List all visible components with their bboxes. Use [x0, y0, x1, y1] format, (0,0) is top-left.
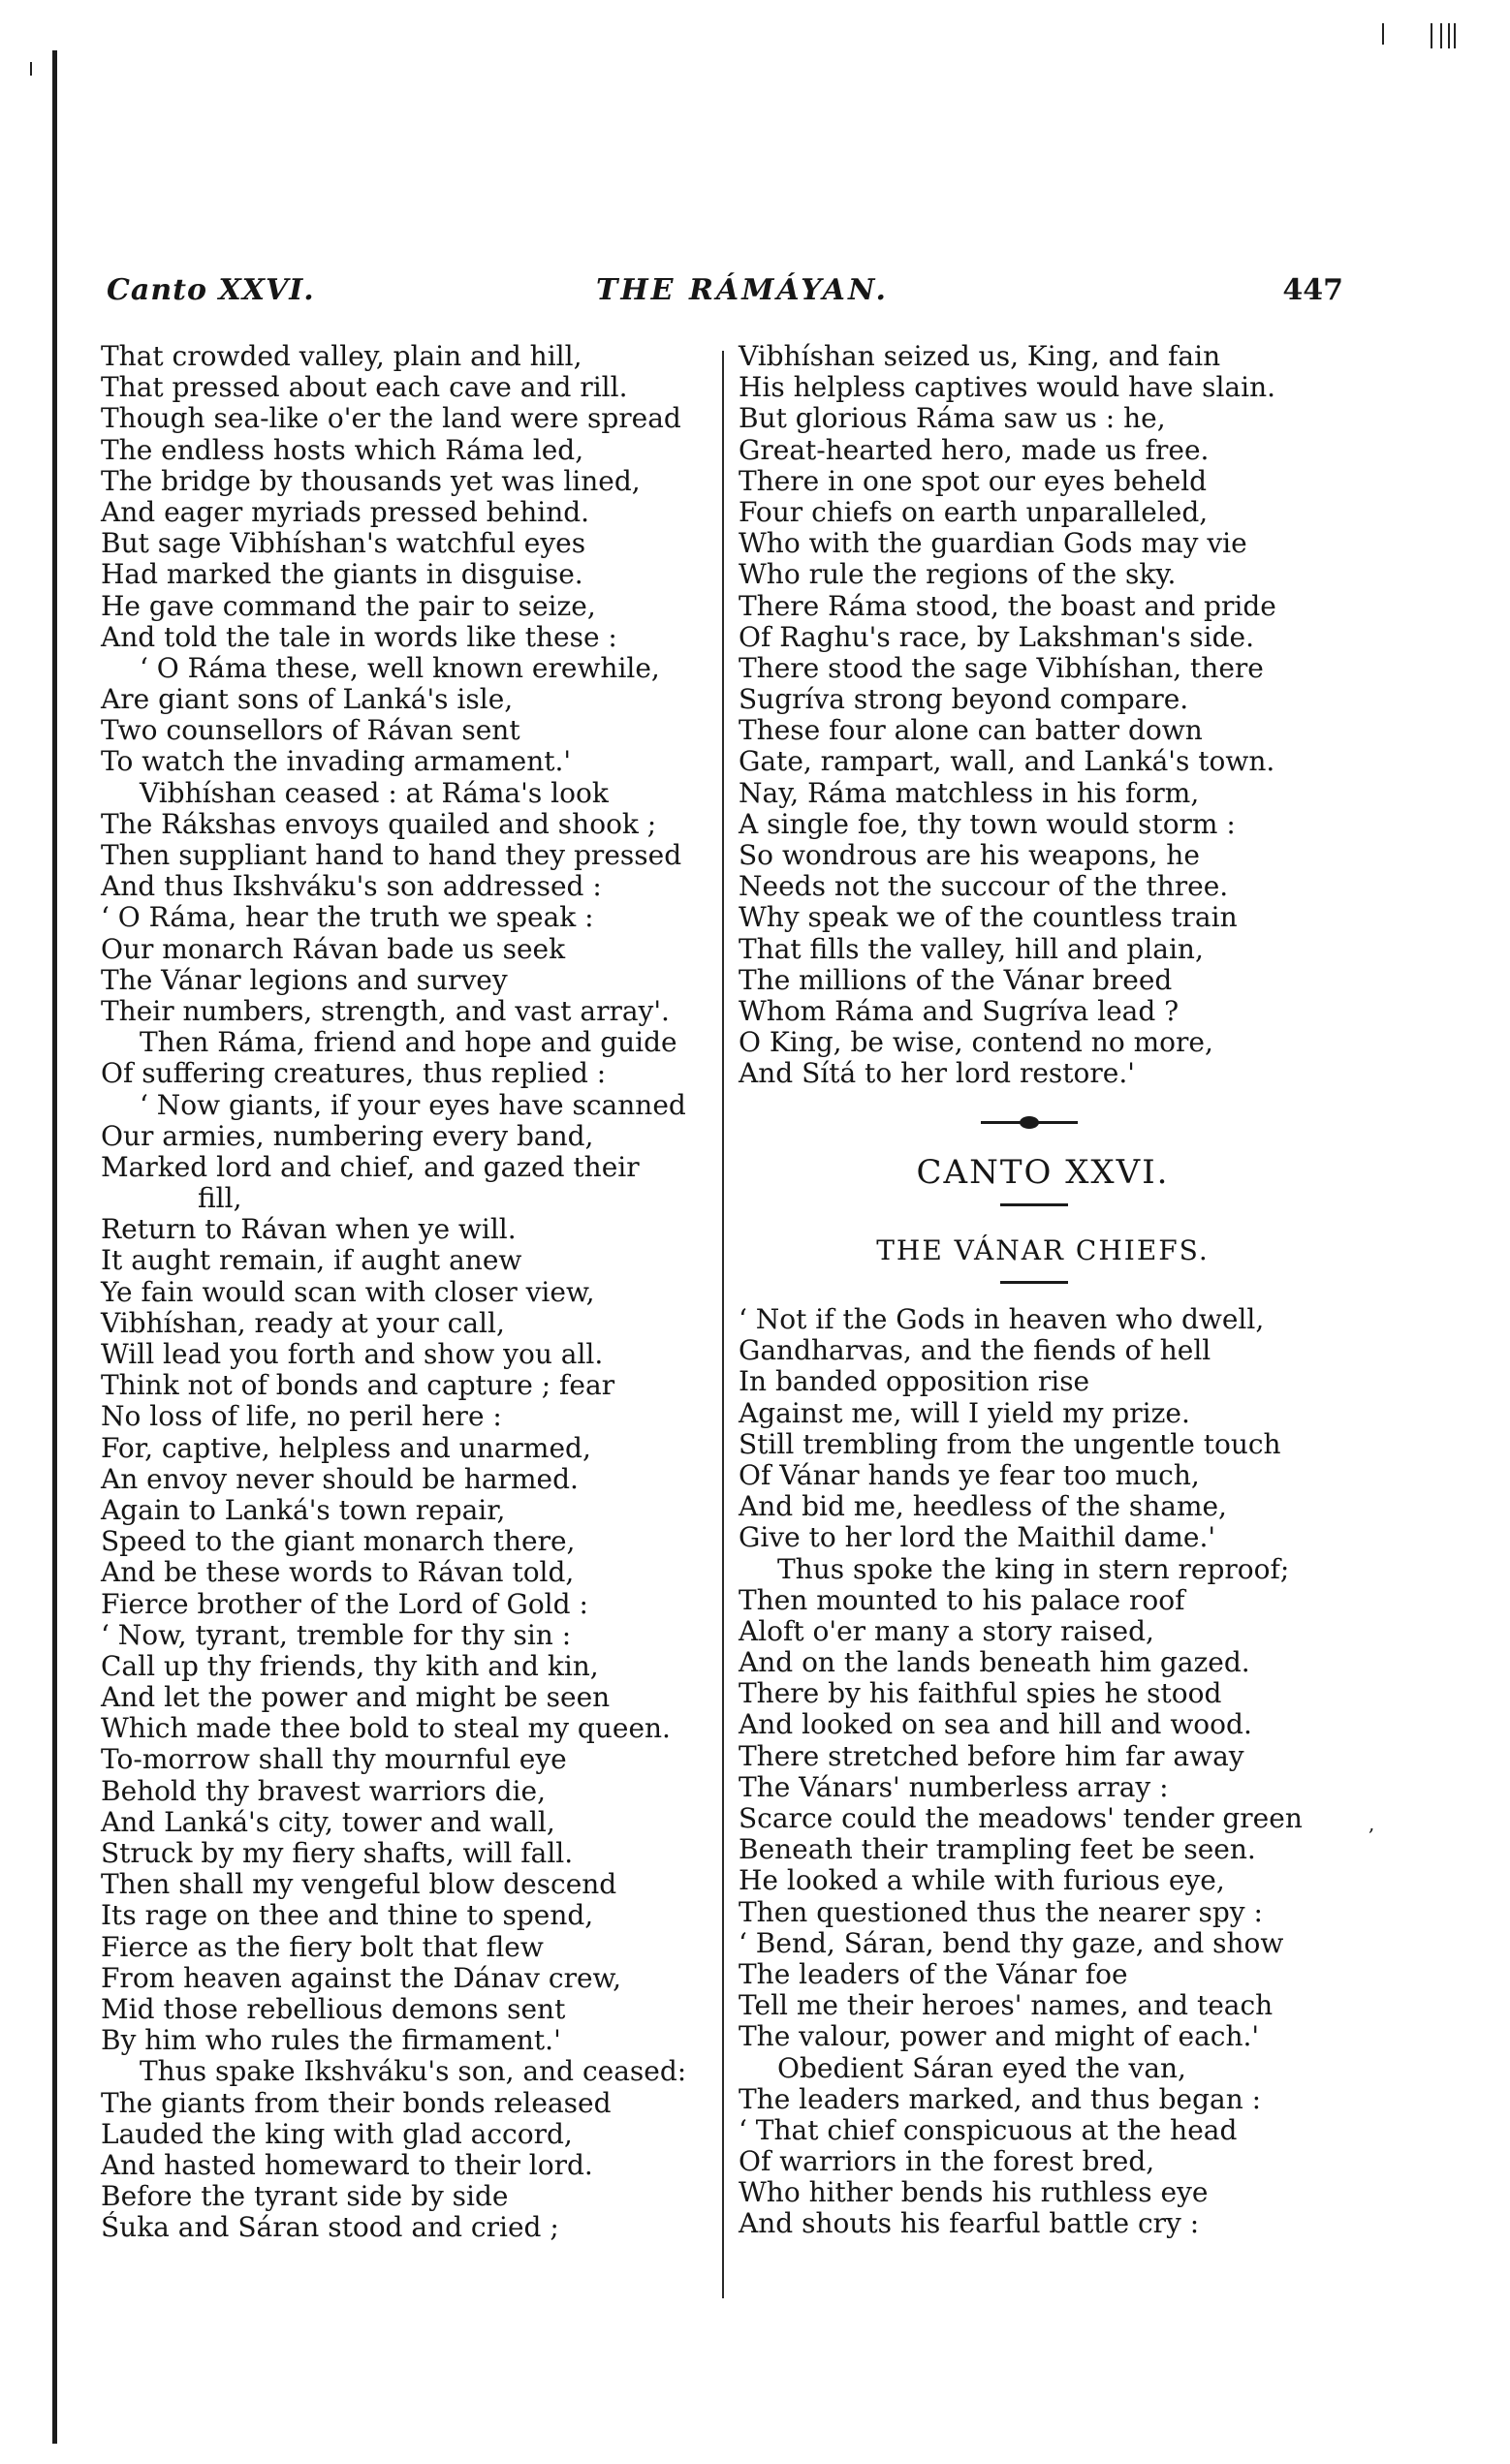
verse-line: Struck by my fiery shafts, will fall.: [101, 1837, 574, 1869]
verse-line: Then mounted to his palace roof: [739, 1583, 1185, 1616]
verse-line: Give to her lord the Maithil dame.': [739, 1521, 1216, 1554]
verse-line: The valour, power and might of each.': [739, 2020, 1260, 2053]
verse-line: And Sítá to her lord restore.': [739, 1057, 1135, 1090]
verse-line: The endless hosts which Ráma led,: [101, 433, 584, 466]
verse-line: Still trembling from the ungentle touch: [739, 1427, 1281, 1460]
canto-subtitle: THE VÁNAR CHIEFS.: [876, 1234, 1210, 1266]
verse-line: ‘ Not if the Gods in heaven who dwell,: [739, 1303, 1265, 1335]
verse-line: There in one spot our eyes beheld: [739, 464, 1208, 497]
verse-line: Are giant sons of Lanká's isle,: [101, 683, 514, 716]
verse-line: Gate, rampart, wall, and Lanká's town.: [739, 745, 1275, 778]
verse-line: Will lead you forth and show you all.: [101, 1338, 604, 1370]
verse-line: Had marked the giants in disguise.: [101, 558, 583, 591]
verse-line: Śuka and Sáran stood and cried ;: [101, 2211, 559, 2244]
verse-line: Two counsellors of Rávan sent: [101, 714, 520, 747]
verse-line: There stood the sage Vibhíshan, there: [739, 651, 1264, 684]
left-column: [101, 341, 717, 2243]
verse-line: Why speak we of the countless train: [739, 901, 1238, 934]
verse-line: Our armies, numbering every band,: [101, 1119, 594, 1152]
verse-line: Beneath their trampling feet be seen.: [739, 1833, 1256, 1866]
verse-line: Behold thy bravest warriors die,: [101, 1774, 546, 1807]
verse-line: Mid those rebellious demons sent: [101, 1992, 566, 2025]
verse-line: ‘ Now, tyrant, tremble for thy sin :: [101, 1618, 572, 1651]
verse-line: Think not of bonds and capture ; fear: [101, 1369, 615, 1402]
verse-line: Thus spake Ikshváku's son, and ceased:: [140, 2055, 687, 2088]
verse-line: Then questioned thus the nearer spy :: [739, 1895, 1263, 1928]
verse-line: Four chiefs on earth unparalleled,: [739, 495, 1209, 528]
verse-line: His helpless captives would have slain.: [739, 371, 1276, 404]
verse-line: Our monarch Rávan bade us seek: [101, 932, 566, 965]
verse-line: And Lanká's city, tower and wall,: [101, 1805, 555, 1838]
verse-line: Gandharvas, and the fiends of hell: [739, 1334, 1211, 1367]
verse-line: There stretched before him far away: [739, 1739, 1244, 1772]
verse-line: Who rule the regions of the sky.: [739, 558, 1177, 591]
verse-line: Fierce as the fiery bolt that flew: [101, 1930, 544, 1963]
verse-line: For, captive, helpless and unarmed,: [101, 1431, 591, 1464]
verse-line: Call up thy friends, thy kith and kin,: [101, 1649, 599, 1682]
verse-line: It aught remain, if aught anew: [101, 1244, 522, 1277]
verse-line: Great-hearted hero, made us free.: [739, 433, 1210, 466]
verse-line: Then Ráma, friend and hope and guide: [140, 1026, 677, 1059]
verse-line: The Rákshas envoys quailed and shook ;: [101, 807, 657, 840]
verse-line: That fills the valley, hill and plain,: [739, 932, 1204, 965]
verse-line: Lauded the king with glad accord,: [101, 2117, 573, 2150]
right-column-top: [739, 341, 1347, 1090]
verse-line: That pressed about each cave and rill.: [101, 371, 628, 404]
verse-line: And bid me, heedless of the shame,: [739, 1490, 1227, 1523]
binding-tick-mark: [30, 62, 32, 76]
verse-line: The bridge by thousands yet was lined,: [101, 464, 641, 497]
book-title: THE RÁMÁYAN.: [596, 273, 889, 307]
verse-line: He looked a while with furious eye,: [739, 1864, 1225, 1897]
verse-line: Against me, will I yield my prize.: [739, 1396, 1190, 1429]
verse-line: An envoy never should be harmed.: [101, 1462, 579, 1495]
verse-line: fill,: [198, 1182, 242, 1215]
verse-line: By him who rules the firmament.': [101, 2024, 561, 2057]
verse-line: ‘ That chief conspicuous at the head: [739, 2113, 1238, 2146]
page-number: 447: [1282, 273, 1343, 307]
verse-line: The leaders marked, and thus began :: [739, 2082, 1262, 2115]
verse-line: Vibhíshan, ready at your call,: [101, 1306, 505, 1339]
ornament-divider: [981, 1116, 1078, 1130]
verse-line: He gave command the pair to seize,: [101, 589, 596, 622]
verse-line: Aloft o'er many a story raised,: [739, 1614, 1154, 1647]
verse-line: Its rage on thee and thine to spend,: [101, 1899, 594, 1932]
verse-line: The millions of the Vánar breed: [739, 963, 1173, 996]
verse-line: Of Raghu's race, by Lakshman's side.: [739, 620, 1254, 653]
verse-line: ‘ O Ráma, hear the truth we speak :: [101, 901, 594, 934]
verse-line: That crowded valley, plain and hill,: [101, 340, 582, 372]
verse-line: Though sea-like o'er the land were spread: [101, 402, 681, 435]
canto-label: Canto XXVI.: [107, 273, 315, 307]
verse-line: Whom Ráma and Sugríva lead ?: [739, 994, 1180, 1027]
verse-line: Nay, Ráma matchless in his form,: [739, 776, 1200, 809]
verse-line: Of suffering creatures, thus replied :: [101, 1057, 607, 1090]
verse-line: ‘ Now giants, if your eyes have scanned: [140, 1088, 686, 1121]
verse-line: To-morrow shall thy mournful eye: [101, 1743, 567, 1776]
verse-line: Speed to the giant monarch there,: [101, 1525, 576, 1558]
verse-line: Thus spoke the king in stern reproof;: [777, 1552, 1290, 1585]
verse-line: Vibhíshan seized us, King, and fain: [739, 340, 1221, 372]
verse-line: And on the lands beneath him gazed.: [739, 1646, 1250, 1679]
verse-line: And shouts his fearful battle cry :: [739, 2207, 1200, 2240]
verse-line: Fierce brother of the Lord of Gold :: [101, 1587, 588, 1620]
subtitle-rule: [1000, 1281, 1068, 1284]
verse-line: ‘ Bend, Sáran, bend thy gaze, and show: [739, 1926, 1284, 1959]
verse-line: Of Vánar hands ye fear too much,: [739, 1458, 1200, 1491]
verse-line: And looked on sea and hill and wood.: [739, 1708, 1252, 1741]
verse-line: These four alone can batter down: [739, 714, 1203, 747]
verse-line: Scarce could the meadows' tender green: [739, 1802, 1303, 1834]
verse-line: In banded opposition rise: [739, 1365, 1090, 1398]
verse-line: Vibhíshan ceased : at Ráma's look: [140, 776, 609, 809]
right-column-bottom: [739, 1304, 1347, 2240]
verse-line: From heaven against the Dánav crew,: [101, 1961, 622, 1994]
verse-line: Then suppliant hand to hand they pressed: [101, 839, 682, 871]
verse-line: So wondrous are his weapons, he: [739, 839, 1200, 871]
verse-line: And eager myriads pressed behind.: [101, 495, 590, 528]
verse-line: To watch the invading armament.': [101, 745, 572, 778]
verse-line: The Vánar legions and survey: [101, 963, 508, 996]
running-head: [107, 273, 1343, 312]
canto-title: CANTO XXVI.: [916, 1153, 1170, 1192]
verse-line: Which made thee bold to steal my queen.: [101, 1712, 671, 1745]
verse-line: No loss of life, no peril here :: [101, 1400, 502, 1433]
verse-line: Again to Lanká's town repair,: [101, 1493, 506, 1526]
verse-line: There Ráma stood, the boast and pride: [739, 589, 1276, 622]
verse-line: And let the power and might be seen: [101, 1681, 611, 1714]
verse-line: The leaders of the Vánar foe: [739, 1957, 1128, 1990]
binding-shadow: [52, 50, 57, 2444]
scan-corner-marks: [1368, 23, 1485, 52]
stray-mark: ,: [1368, 1812, 1375, 1835]
verse-line: Obedient Sáran eyed the van,: [777, 2051, 1186, 2084]
verse-line: And thus Ikshváku's son addressed :: [101, 870, 602, 903]
verse-line: Return to Rávan when ye will.: [101, 1213, 517, 1246]
verse-line: Of warriors in the forest bred,: [739, 2145, 1155, 2178]
verse-line: And hasted homeward to their lord.: [101, 2148, 593, 2181]
verse-line: Ye fain would scan with closer view,: [101, 1275, 595, 1308]
verse-line: Their numbers, strength, and vast array'.: [101, 994, 670, 1027]
verse-line: And be these words to Rávan told,: [101, 1556, 575, 1589]
verse-line: A single foe, thy town would storm :: [739, 807, 1236, 840]
title-rule: [1000, 1203, 1068, 1206]
verse-line: Tell me their heroes' names, and teach: [739, 1989, 1274, 2022]
verse-line: Needs not the succour of the three.: [739, 870, 1229, 903]
verse-line: Who with the guardian Gods may vie: [739, 527, 1247, 560]
verse-line: Then shall my vengeful blow descend: [101, 1868, 617, 1901]
verse-line: O King, be wise, contend no more,: [739, 1026, 1213, 1059]
verse-line: Who hither bends his ruthless eye: [739, 2176, 1209, 2209]
verse-line: The giants from their bonds released: [101, 2086, 612, 2119]
verse-line: Marked lord and chief, and gazed their: [101, 1150, 640, 1183]
verse-line: And told the tale in words like these :: [101, 620, 617, 653]
verse-line: But sage Vibhíshan's watchful eyes: [101, 527, 586, 560]
verse-line: There by his faithful spies he stood: [739, 1677, 1222, 1710]
column-divider: [722, 351, 724, 2298]
verse-line: Before the tyrant side by side: [101, 2180, 509, 2213]
verse-line: Sugríva strong beyond compare.: [739, 683, 1189, 716]
verse-line: The Vánars' numberless array :: [739, 1770, 1169, 1803]
verse-line: ‘ O Ráma these, well known erewhile,: [140, 651, 660, 684]
verse-line: But glorious Ráma saw us : he,: [739, 402, 1166, 435]
